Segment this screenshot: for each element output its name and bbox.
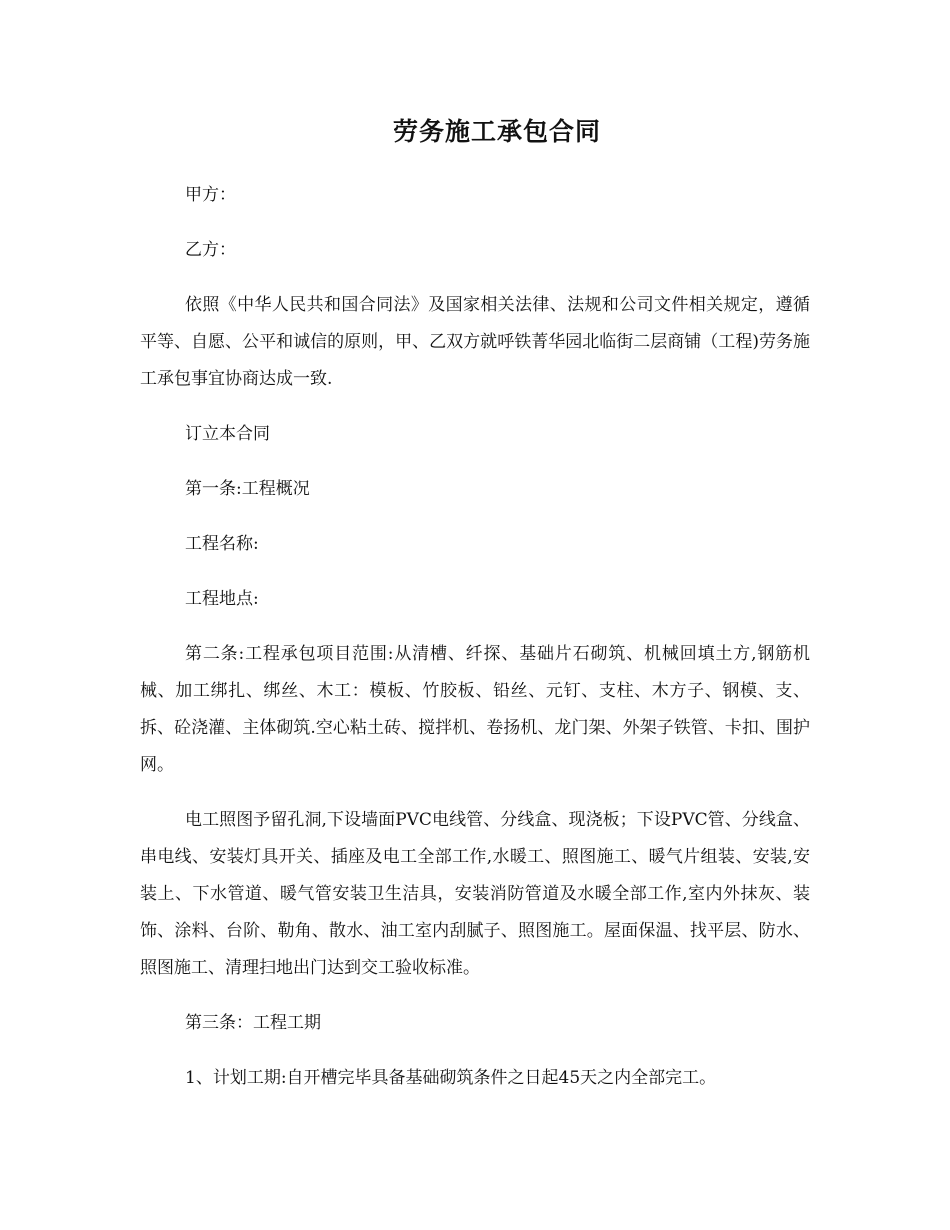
scope-electrical-plumbing-paragraph: 电工照图予留孔洞,下设墙面PVC电线管、分线盒、现浇板；下设PVC管、分线盒、串电线、安装灯具开关、插座及电工全部工作,水暖工、照图施工、暖气片组装、安装,安装上、下水管道、暖气管安装卫生洁具，安装消防管道及水暖全部工作,室内外抹灰、装饰、涂料、台阶、勒角、散水、油工室内刮腻子、照图施工。屋面保温、找平层、防水、照图施工、清理扫地出门达到交工验收标准。 xyxy=(140,810,810,978)
party-b-line: 乙方： xyxy=(185,240,236,260)
article-1-heading: 第一条:工程概况 xyxy=(185,479,310,499)
project-location-line: 工程地点: xyxy=(185,589,259,609)
contract-body xyxy=(140,177,810,1115)
contract-establishment-line: 订立本合同 xyxy=(185,424,270,444)
planned-schedule-paragraph: 1、计划工期:自开槽完毕具备基础砌筑条件之日起45天之内全部完工。 xyxy=(185,1068,717,1088)
article-2-paragraph: 第二条:工程承包项目范围:从清槽、纤探、基础片石砌筑、机械回填土方,钢筋机械、加工绑扎、绑丝、木工：模板、竹胶板、铅丝、元钉、支柱、木方子、钢模、支、拆、砼浇灌、主体砌筑.空心粘土砖、搅拌机、卷扬机、龙门架、外架子铁管、卡扣、围护网。 xyxy=(140,644,810,775)
project-name-line: 工程名称: xyxy=(185,534,259,554)
party-a-line: 甲方： xyxy=(185,185,236,205)
article-3-heading: 第三条：工程工期 xyxy=(185,1013,321,1033)
contract-title: 劳务施工承包合同 xyxy=(392,117,601,146)
preamble-paragraph: 依照《中华人民共和国合同法》及国家相关法律、法规和公司文件相关规定，遵循平等、自愿、公平和诚信的原则，甲、乙双方就呼铁菁华园北临街二层商铺（工程)劳务施工承包事宜协商达成一致. xyxy=(140,295,810,389)
